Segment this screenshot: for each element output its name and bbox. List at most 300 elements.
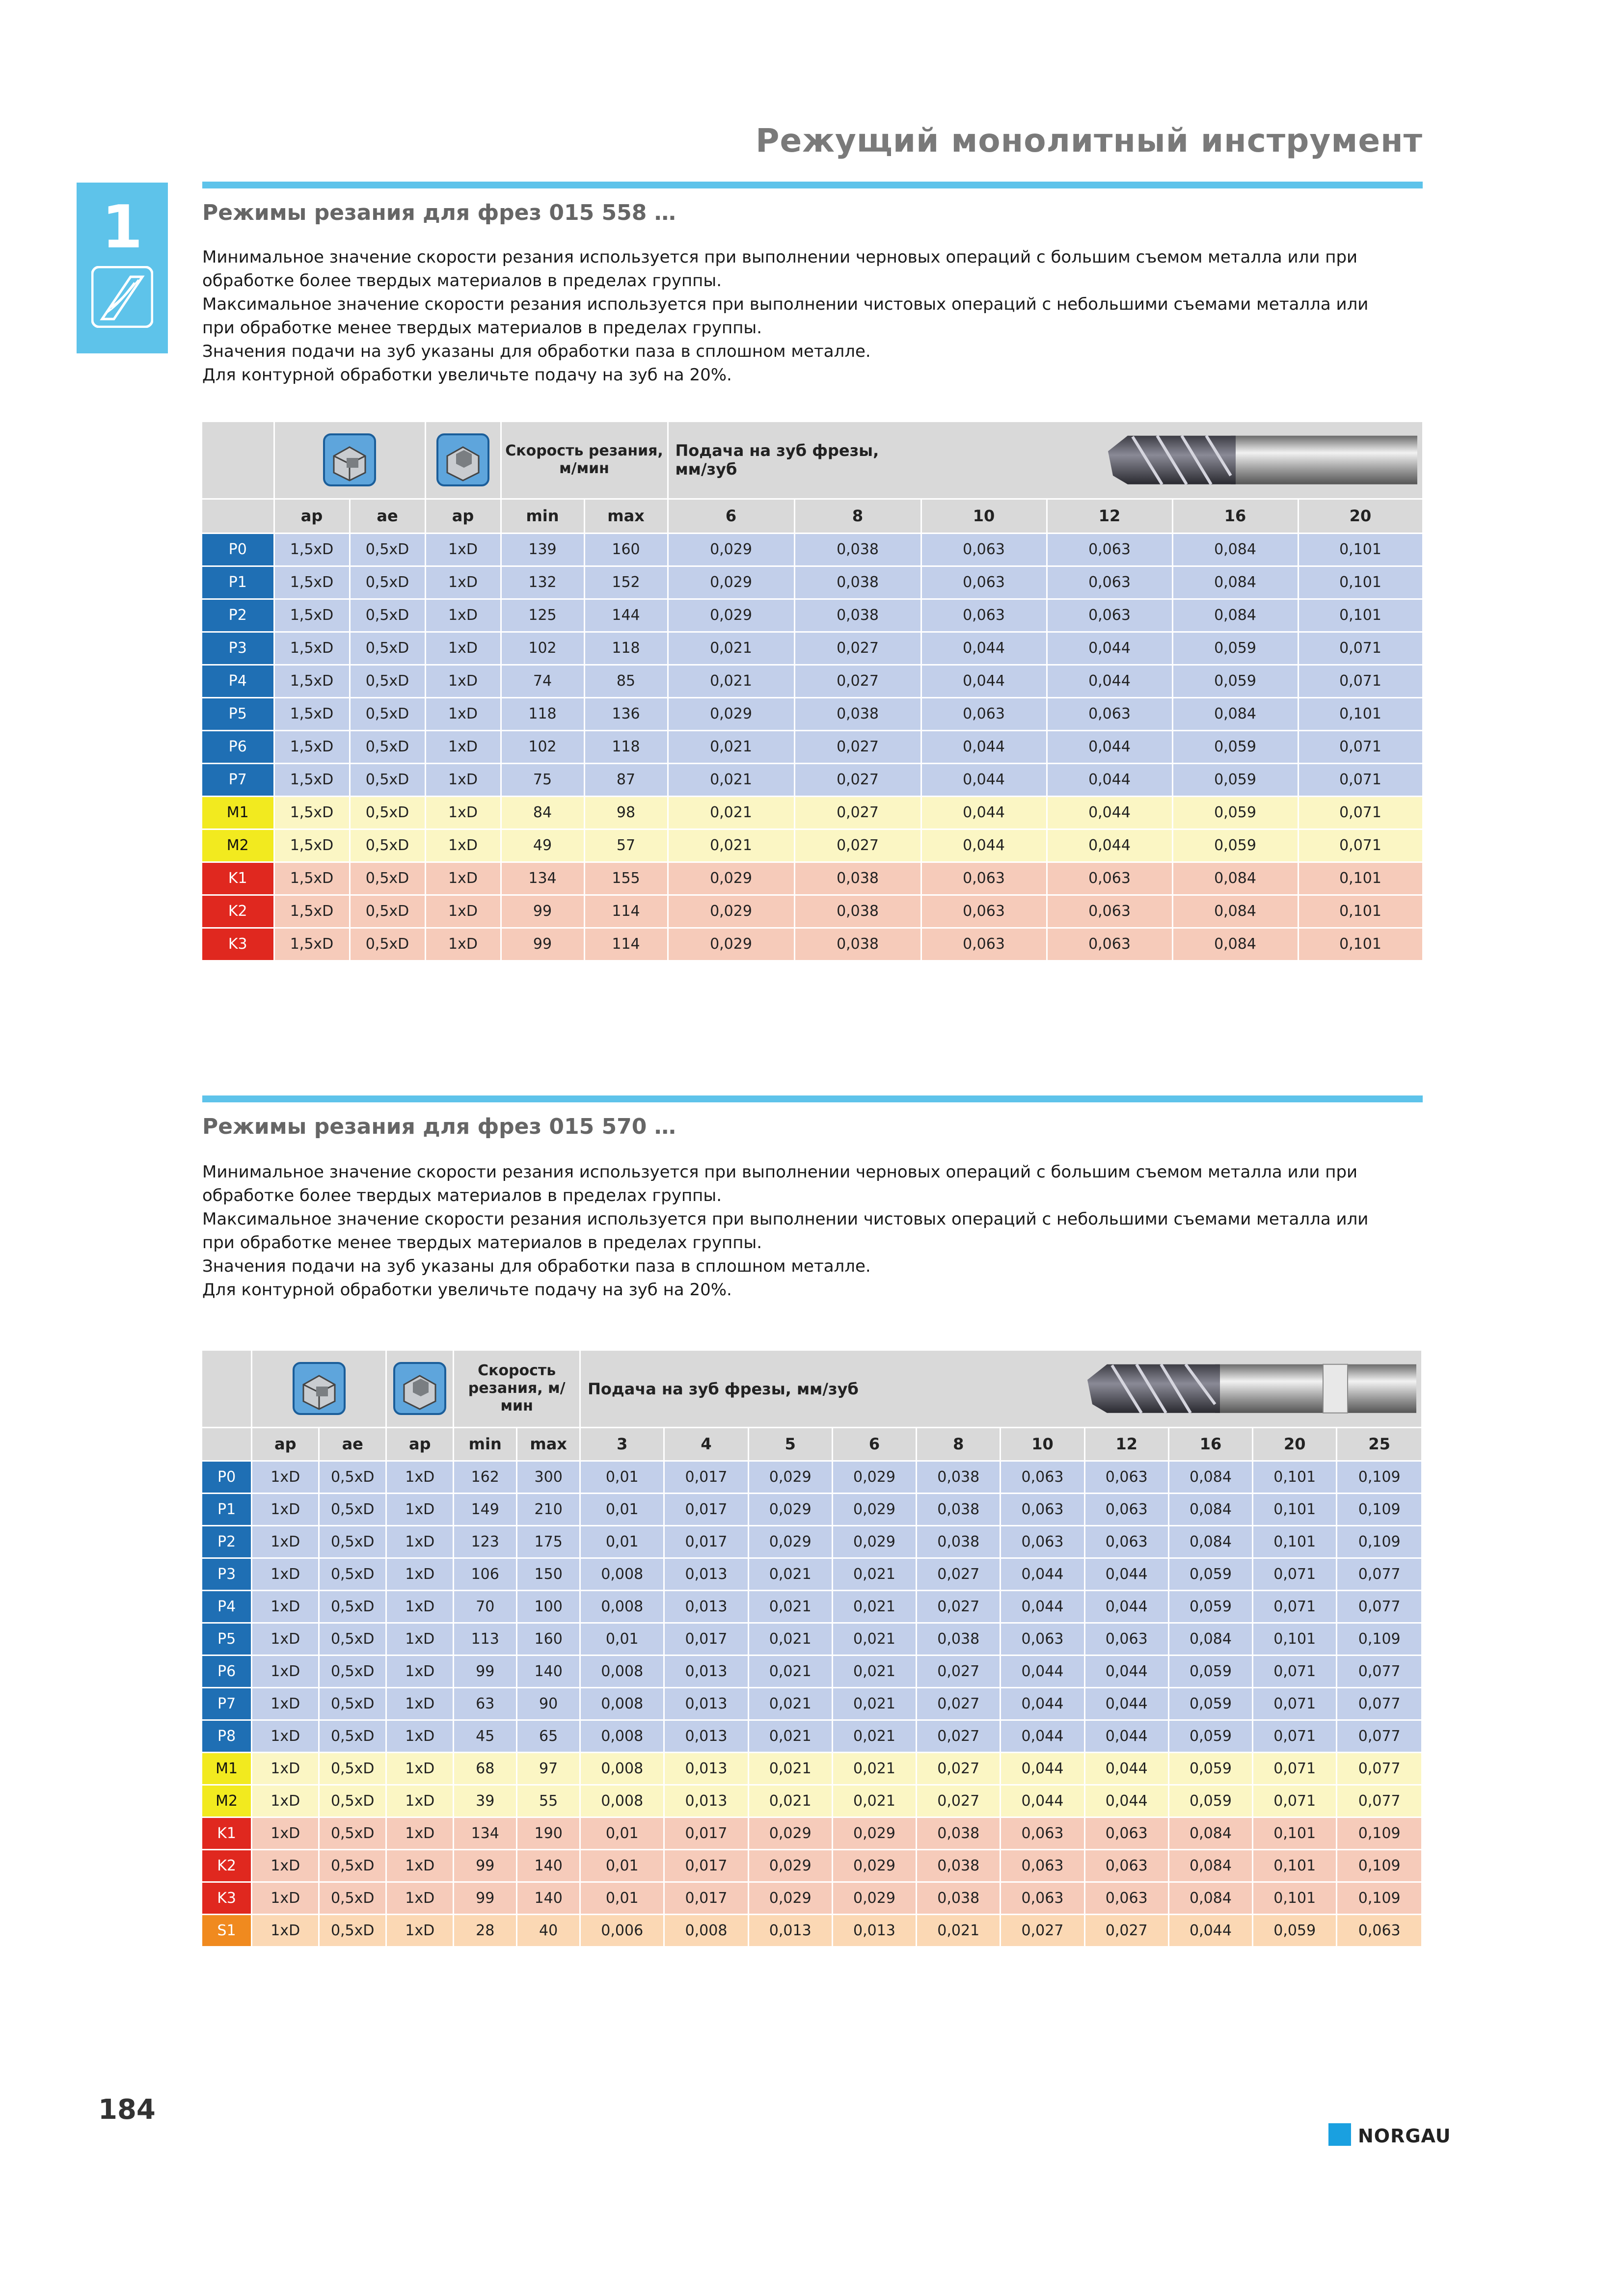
- table-cell: 0,038: [794, 533, 921, 566]
- table-cell: 1xD: [386, 1558, 454, 1590]
- table-cell: 0,044: [1047, 665, 1172, 697]
- table-cell: 0,063: [1084, 1817, 1168, 1849]
- table-cell: 0,071: [1253, 1687, 1337, 1720]
- column-header: 10: [1001, 1427, 1084, 1461]
- logo-square-icon: [1328, 2123, 1351, 2146]
- table-cell: 0,029: [832, 1493, 916, 1525]
- table-row: [202, 632, 1423, 665]
- table-cell: 0,013: [832, 1914, 916, 1947]
- table-cell: 1xD: [425, 632, 501, 665]
- table-cell: 0,021: [832, 1590, 916, 1623]
- table-cell: 132: [501, 566, 584, 599]
- table-cell: 0,017: [664, 1493, 748, 1525]
- table-cell: 0,071: [1298, 763, 1423, 796]
- material-group-cell: K3: [202, 1882, 252, 1914]
- table-cell: 0,013: [664, 1785, 748, 1817]
- table-cell: 0,021: [668, 665, 794, 697]
- table-cell: 0,044: [921, 763, 1047, 796]
- table-cell: 0,084: [1168, 1882, 1252, 1914]
- table-cell: 0,063: [1084, 1623, 1168, 1655]
- table-cell: 162: [454, 1461, 517, 1493]
- table-cell: 84: [501, 796, 584, 829]
- table-cell: 0,101: [1298, 928, 1423, 961]
- table-cell: 1,5xD: [274, 895, 350, 928]
- table-cell: 1,5xD: [274, 928, 350, 961]
- column-header: 25: [1337, 1427, 1422, 1461]
- table-cell: 0,071: [1298, 796, 1423, 829]
- table-cell: 1xD: [252, 1720, 319, 1752]
- section1-desc-line: при обработке менее твердых материалов в пределах группы.: [202, 318, 762, 338]
- table-row: [202, 730, 1423, 763]
- table-row: [202, 895, 1423, 928]
- table-cell: 0,084: [1172, 533, 1298, 566]
- table-cell: 0,084: [1168, 1525, 1252, 1558]
- table-cell: 0,059: [1172, 763, 1298, 796]
- table-cell: 1,5xD: [274, 599, 350, 632]
- table-cell: 1xD: [425, 895, 501, 928]
- table-cell: 0,029: [748, 1849, 832, 1882]
- table-cell: 0,027: [1084, 1914, 1168, 1947]
- table-cell: 0,063: [1084, 1882, 1168, 1914]
- table-cell: 0,5xD: [319, 1461, 386, 1493]
- table-cell: 1,5xD: [274, 632, 350, 665]
- table-cell: 0,021: [748, 1785, 832, 1817]
- section-divider: [202, 1095, 1423, 1102]
- table-cell: 0,059: [1172, 665, 1298, 697]
- table-cell: 1,5xD: [274, 730, 350, 763]
- table-cell: 118: [501, 697, 584, 730]
- table-cell: 0,029: [832, 1849, 916, 1882]
- material-group-cell: M1: [202, 1752, 252, 1785]
- table-cell: 1xD: [252, 1752, 319, 1785]
- table-cell: 0,021: [748, 1687, 832, 1720]
- table-cell: 0,059: [1172, 829, 1298, 862]
- table-cell: 0,044: [921, 665, 1047, 697]
- table-cell: 0,063: [1337, 1914, 1422, 1947]
- table-cell: 0,063: [921, 566, 1047, 599]
- table-cell: 160: [517, 1623, 580, 1655]
- table-cell: 0,044: [1047, 829, 1172, 862]
- table-cell: 1xD: [386, 1849, 454, 1882]
- table-cell: 0,017: [664, 1461, 748, 1493]
- table-cell: 0,027: [917, 1655, 1001, 1687]
- table-cell: 0,101: [1253, 1623, 1337, 1655]
- table-cell: 0,021: [668, 730, 794, 763]
- table-cell: 0,013: [664, 1720, 748, 1752]
- table-cell: 155: [584, 862, 668, 895]
- material-group-cell: K1: [202, 1817, 252, 1849]
- column-header: max: [584, 499, 668, 533]
- column-header: ap: [252, 1427, 319, 1461]
- table-cell: 1xD: [425, 533, 501, 566]
- column-header: 8: [917, 1427, 1001, 1461]
- table-row: [202, 599, 1423, 632]
- column-header: 12: [1084, 1427, 1168, 1461]
- table-cell: 0,027: [917, 1590, 1001, 1623]
- table-cell: 210: [517, 1493, 580, 1525]
- table-cell: 99: [454, 1849, 517, 1882]
- table-cell: 0,021: [748, 1623, 832, 1655]
- column-header: ap: [386, 1427, 454, 1461]
- end-mill-image: [1078, 1351, 1421, 1427]
- table-cell: 0,027: [917, 1687, 1001, 1720]
- table-cell: 136: [584, 697, 668, 730]
- table-cell: 99: [454, 1655, 517, 1687]
- table-cell: 1xD: [425, 697, 501, 730]
- table-cell: 1xD: [386, 1461, 454, 1493]
- table-cell: 0,5xD: [350, 632, 425, 665]
- table-row: [202, 862, 1423, 895]
- table-row: [202, 1817, 1422, 1849]
- table-row: [202, 1720, 1422, 1752]
- section2-table: [202, 1351, 1423, 1948]
- table-cell: 150: [517, 1558, 580, 1590]
- group-subheader-cell: [202, 1427, 252, 1461]
- table-cell: 0,109: [1337, 1461, 1422, 1493]
- table-cell: 0,027: [794, 763, 921, 796]
- table-cell: 0,063: [921, 533, 1047, 566]
- table-cell: 1xD: [386, 1655, 454, 1687]
- table-row: [202, 566, 1423, 599]
- table-cell: 0,029: [668, 566, 794, 599]
- table-row: [202, 763, 1423, 796]
- table-cell: 0,029: [668, 533, 794, 566]
- table-cell: 0,084: [1168, 1461, 1252, 1493]
- table-cell: 0,038: [794, 895, 921, 928]
- pocket-milling-icon: [393, 1362, 446, 1415]
- table-cell: 0,038: [794, 862, 921, 895]
- section2-desc-line: Максимальное значение скорости резания используется при выполнении чистовых операций с небольшими съемами металла или: [202, 1209, 1369, 1229]
- table-cell: 1xD: [425, 928, 501, 961]
- table-cell: 0,044: [1001, 1687, 1084, 1720]
- table-cell: 0,008: [580, 1590, 664, 1623]
- table-cell: 123: [454, 1525, 517, 1558]
- table-cell: 0,038: [917, 1525, 1001, 1558]
- table-cell: 0,059: [1168, 1687, 1252, 1720]
- table-cell: 0,044: [1001, 1558, 1084, 1590]
- group-subheader-cell: [202, 499, 274, 533]
- table-cell: 0,059: [1168, 1655, 1252, 1687]
- table-cell: 0,109: [1337, 1493, 1422, 1525]
- table-cell: 0,071: [1253, 1785, 1337, 1817]
- radial-icon-cell: [274, 422, 425, 499]
- table-cell: 65: [517, 1720, 580, 1752]
- table-cell: 102: [501, 632, 584, 665]
- column-header: 5: [748, 1427, 832, 1461]
- table-cell: 0,029: [832, 1817, 916, 1849]
- table-row: [202, 665, 1423, 697]
- table-cell: 0,038: [917, 1817, 1001, 1849]
- table-cell: 0,084: [1168, 1493, 1252, 1525]
- table-cell: 0,044: [1047, 796, 1172, 829]
- table-cell: 0,084: [1172, 862, 1298, 895]
- table-cell: 0,044: [921, 730, 1047, 763]
- table-cell: 0,063: [921, 862, 1047, 895]
- table-cell: 1xD: [425, 730, 501, 763]
- table-cell: 0,008: [580, 1687, 664, 1720]
- table-cell: 118: [584, 632, 668, 665]
- table-cell: 0,5xD: [319, 1849, 386, 1882]
- table-cell: 113: [454, 1623, 517, 1655]
- table-cell: 0,044: [1001, 1785, 1084, 1817]
- section1-desc-line: Минимальное значение скорости резания используется при выполнении черновых операций с большим съемом металла или при: [202, 247, 1358, 267]
- table-cell: 0,071: [1253, 1558, 1337, 1590]
- table-cell: 97: [517, 1752, 580, 1785]
- table-cell: 0,109: [1337, 1817, 1422, 1849]
- table-cell: 0,063: [1047, 895, 1172, 928]
- table-cell: 85: [584, 665, 668, 697]
- table-cell: 1xD: [425, 763, 501, 796]
- table-cell: 0,101: [1253, 1817, 1337, 1849]
- table-cell: 0,021: [748, 1590, 832, 1623]
- table-cell: 0,038: [917, 1623, 1001, 1655]
- section2-desc-line: Для контурной обработки увеличьте подачу на зуб на 20%.: [202, 1280, 732, 1300]
- page-number: 184: [98, 2094, 156, 2126]
- section2-desc-line: Значения подачи на зуб указаны для обработки паза в сплошном металле.: [202, 1256, 871, 1276]
- material-group-cell: P7: [202, 763, 274, 796]
- table-cell: 0,5xD: [350, 895, 425, 928]
- table-cell: 1,5xD: [274, 862, 350, 895]
- chapter-number: 1: [102, 193, 143, 262]
- table-cell: 74: [501, 665, 584, 697]
- table-cell: 0,063: [1047, 862, 1172, 895]
- table-cell: 0,027: [1001, 1914, 1084, 1947]
- table-cell: 0,5xD: [319, 1882, 386, 1914]
- table-cell: 0,077: [1337, 1752, 1422, 1785]
- table-row: [202, 796, 1423, 829]
- table-cell: 0,063: [1001, 1493, 1084, 1525]
- table-cell: 0,038: [917, 1882, 1001, 1914]
- table-cell: 0,063: [1001, 1882, 1084, 1914]
- column-header: 12: [1047, 499, 1172, 533]
- group-header-cell: [202, 422, 274, 499]
- table-cell: 1xD: [386, 1752, 454, 1785]
- table-cell: 0,084: [1172, 697, 1298, 730]
- table-cell: 1xD: [386, 1623, 454, 1655]
- table-cell: 0,071: [1253, 1752, 1337, 1785]
- table-cell: 0,077: [1337, 1590, 1422, 1623]
- table-cell: 0,063: [1047, 566, 1172, 599]
- table-cell: 0,013: [664, 1558, 748, 1590]
- table-cell: 1xD: [425, 829, 501, 862]
- material-group-cell: P3: [202, 1558, 252, 1590]
- section1-description: [202, 245, 1430, 387]
- table-cell: 0,027: [917, 1785, 1001, 1817]
- table-cell: 1xD: [252, 1849, 319, 1882]
- table-cell: 0,063: [1047, 599, 1172, 632]
- column-header: max: [517, 1427, 580, 1461]
- table-cell: 87: [584, 763, 668, 796]
- table-cell: 1,5xD: [274, 533, 350, 566]
- table-cell: 140: [517, 1882, 580, 1914]
- table-cell: 1xD: [252, 1558, 319, 1590]
- table-cell: 0,5xD: [350, 796, 425, 829]
- material-group-cell: P7: [202, 1687, 252, 1720]
- table-cell: 0,021: [832, 1785, 916, 1817]
- table-cell: 0,101: [1298, 862, 1423, 895]
- table-cell: 0,044: [1084, 1687, 1168, 1720]
- table-cell: 0,063: [1084, 1525, 1168, 1558]
- table-cell: 1xD: [425, 862, 501, 895]
- feed-header: [668, 422, 1423, 499]
- table-cell: 0,5xD: [350, 730, 425, 763]
- table-cell: 0,071: [1253, 1590, 1337, 1623]
- table-row: [202, 1590, 1422, 1623]
- table-cell: 0,044: [1084, 1558, 1168, 1590]
- table-cell: 0,063: [1047, 697, 1172, 730]
- table-cell: 0,077: [1337, 1655, 1422, 1687]
- table-cell: 0,101: [1253, 1525, 1337, 1558]
- table-cell: 1xD: [386, 1882, 454, 1914]
- table-cell: 1xD: [425, 665, 501, 697]
- table-cell: 0,063: [1047, 928, 1172, 961]
- table-cell: 45: [454, 1720, 517, 1752]
- table-cell: 0,038: [794, 566, 921, 599]
- table-cell: 118: [584, 730, 668, 763]
- table-cell: 0,5xD: [350, 829, 425, 862]
- table-row: [202, 1752, 1422, 1785]
- table-cell: 0,063: [1084, 1461, 1168, 1493]
- table-cell: 114: [584, 895, 668, 928]
- table-cell: 0,5xD: [319, 1558, 386, 1590]
- table-cell: 1xD: [386, 1687, 454, 1720]
- table-cell: 0,017: [664, 1882, 748, 1914]
- table-cell: 0,013: [664, 1752, 748, 1785]
- table-cell: 1xD: [252, 1493, 319, 1525]
- table-cell: 0,021: [832, 1687, 916, 1720]
- table-cell: 0,013: [664, 1590, 748, 1623]
- material-group-cell: P4: [202, 665, 274, 697]
- table-cell: 0,044: [1001, 1752, 1084, 1785]
- speed-header: Скорость резания, м/мин: [501, 422, 668, 499]
- table-cell: 99: [501, 895, 584, 928]
- table-cell: 0,109: [1337, 1525, 1422, 1558]
- material-group-cell: M2: [202, 829, 274, 862]
- table-cell: 0,008: [664, 1914, 748, 1947]
- table-cell: 0,021: [748, 1558, 832, 1590]
- table-cell: 0,027: [794, 796, 921, 829]
- table-cell: 0,027: [794, 829, 921, 862]
- table-cell: 0,5xD: [319, 1752, 386, 1785]
- table-cell: 0,5xD: [350, 599, 425, 632]
- feed-header-label: Подача на зуб фрезы, мм/зуб: [675, 441, 879, 479]
- table-cell: 99: [501, 928, 584, 961]
- table-cell: 0,059: [1253, 1914, 1337, 1947]
- table-cell: 0,059: [1172, 632, 1298, 665]
- table-cell: 0,063: [1001, 1849, 1084, 1882]
- table-cell: 0,021: [832, 1752, 916, 1785]
- table-cell: 0,101: [1253, 1461, 1337, 1493]
- table-cell: 0,063: [921, 928, 1047, 961]
- table-cell: 0,017: [664, 1817, 748, 1849]
- table-cell: 0,059: [1168, 1590, 1252, 1623]
- table-cell: 99: [454, 1882, 517, 1914]
- table-cell: 0,029: [748, 1817, 832, 1849]
- table-cell: 0,029: [748, 1882, 832, 1914]
- table-cell: 0,084: [1172, 566, 1298, 599]
- table-row: [202, 1558, 1422, 1590]
- table-cell: 0,084: [1172, 895, 1298, 928]
- radial-icon-cell: [252, 1351, 386, 1427]
- table-cell: 134: [501, 862, 584, 895]
- section1-desc-line: Максимальное значение скорости резания используется при выполнении чистовых операций с небольшими съемами металла или: [202, 294, 1369, 314]
- material-group-cell: P2: [202, 1525, 252, 1558]
- top-divider: [202, 182, 1423, 188]
- section1-desc-line: обработке более твердых материалов в пределах группы.: [202, 271, 722, 291]
- table-cell: 0,008: [580, 1785, 664, 1817]
- table-cell: 0,029: [748, 1493, 832, 1525]
- table-cell: 160: [584, 533, 668, 566]
- table-row: [202, 1687, 1422, 1720]
- table-cell: 0,5xD: [350, 566, 425, 599]
- table-cell: 0,044: [1047, 730, 1172, 763]
- column-header: ap: [274, 499, 350, 533]
- table-cell: 0,063: [921, 697, 1047, 730]
- table-cell: 0,5xD: [319, 1914, 386, 1947]
- table-row: [202, 829, 1423, 862]
- table-cell: 0,101: [1298, 533, 1423, 566]
- table-cell: 90: [517, 1687, 580, 1720]
- table-cell: 0,013: [664, 1655, 748, 1687]
- table-row: [202, 1493, 1422, 1525]
- table-cell: 0,044: [1001, 1590, 1084, 1623]
- table-cell: 102: [501, 730, 584, 763]
- table-cell: 1xD: [425, 599, 501, 632]
- table-cell: 0,017: [664, 1849, 748, 1882]
- table-cell: 28: [454, 1914, 517, 1947]
- table-cell: 0,063: [921, 599, 1047, 632]
- section1-desc-line: Значения подачи на зуб указаны для обработки паза в сплошном металле.: [202, 342, 871, 361]
- table-cell: 1,5xD: [274, 796, 350, 829]
- slot-milling-icon: [293, 1362, 346, 1415]
- table-row: [202, 1882, 1422, 1914]
- table-row: [202, 533, 1423, 566]
- end-mill-image: [1098, 422, 1422, 498]
- column-header: 4: [664, 1427, 748, 1461]
- slot-milling-icon: [323, 433, 376, 486]
- table-cell: 1xD: [425, 796, 501, 829]
- table-cell: 1xD: [252, 1817, 319, 1849]
- column-header: 6: [832, 1427, 916, 1461]
- table-cell: 1xD: [386, 1785, 454, 1817]
- table-cell: 0,027: [917, 1558, 1001, 1590]
- table-cell: 0,021: [668, 829, 794, 862]
- table-cell: 57: [584, 829, 668, 862]
- column-header: 16: [1168, 1427, 1252, 1461]
- table-cell: 140: [517, 1849, 580, 1882]
- table-cell: 0,077: [1337, 1720, 1422, 1752]
- table-cell: 0,5xD: [319, 1785, 386, 1817]
- table-cell: 0,5xD: [319, 1655, 386, 1687]
- table-cell: 0,008: [580, 1655, 664, 1687]
- table-cell: 0,059: [1168, 1720, 1252, 1752]
- table-cell: 0,5xD: [350, 862, 425, 895]
- table-cell: 140: [517, 1655, 580, 1687]
- table-cell: 0,063: [1001, 1525, 1084, 1558]
- section2-description: [202, 1160, 1430, 1302]
- table-cell: 0,071: [1298, 829, 1423, 862]
- table-cell: 0,021: [748, 1720, 832, 1752]
- table-cell: 0,01: [580, 1525, 664, 1558]
- table-cell: 0,5xD: [319, 1525, 386, 1558]
- table-cell: 0,044: [921, 632, 1047, 665]
- axial-icon-cell: [386, 1351, 454, 1427]
- material-group-cell: P2: [202, 599, 274, 632]
- table-cell: 0,006: [580, 1914, 664, 1947]
- speed-header: Скорость резания, м/мин: [454, 1351, 580, 1427]
- table-cell: 0,084: [1168, 1817, 1252, 1849]
- table-cell: 68: [454, 1752, 517, 1785]
